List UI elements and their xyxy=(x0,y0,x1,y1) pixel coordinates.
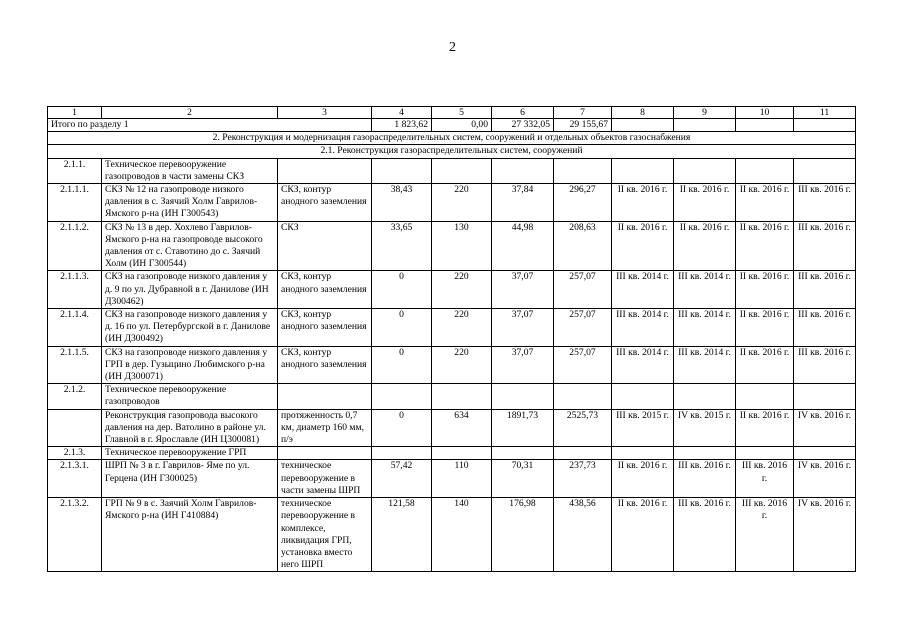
object-description xyxy=(278,158,372,183)
column-number: 6 xyxy=(492,107,554,119)
value-cell: 0 xyxy=(372,309,432,347)
value-cell: 37,84 xyxy=(492,184,554,222)
period-cell: III кв. 2016 г. xyxy=(736,498,794,572)
column-number: 5 xyxy=(432,107,492,119)
table-row xyxy=(48,384,856,409)
object-name: СКЗ № 12 на газопроводе низкого давления в с. Заячий Холм Гаврилов-Ямского р-на (ИН Г300543) xyxy=(102,184,278,222)
subsection-title: 2.1. Реконструкция газораспределительных систем, сооружений xyxy=(48,145,856,158)
row-number: 2.1.2. xyxy=(48,384,102,409)
table-row xyxy=(48,184,856,222)
period-cell: II кв. 2016 г. xyxy=(612,460,674,498)
value-cell: 237,73 xyxy=(554,460,612,498)
period-cell: III кв. 2016 г. xyxy=(794,221,856,271)
investment-table xyxy=(47,106,856,572)
table-row xyxy=(48,271,856,309)
value-cell xyxy=(492,158,554,183)
object-name: СКЗ на газопроводе низкого давления у д. 16 по ул. Петербургской в г. Данилове (ИН Д300492) xyxy=(102,309,278,347)
object-name: Техническое перевооружение газопроводов xyxy=(102,384,278,409)
value-cell: 130 xyxy=(432,221,492,271)
period-cell: IV кв. 2016 г. xyxy=(794,409,856,447)
value-cell: 0 xyxy=(372,346,432,384)
period-cell: III кв. 2014 г. xyxy=(674,346,736,384)
period-cell: III кв. 2014 г. xyxy=(674,309,736,347)
value-cell: 57,42 xyxy=(372,460,432,498)
row-number: 2.1.1.1. xyxy=(48,184,102,222)
row-number: 2.1.1.2. xyxy=(48,221,102,271)
period-cell xyxy=(612,384,674,409)
value-cell: 37,07 xyxy=(492,309,554,347)
value-cell: 121,58 xyxy=(372,498,432,572)
row-number: 2.1.1.3. xyxy=(48,271,102,309)
period-cell: III кв. 2016 г. xyxy=(674,460,736,498)
table-row xyxy=(48,309,856,347)
period-cell: III кв. 2014 г. xyxy=(674,271,736,309)
value-cell: 176,98 xyxy=(492,498,554,572)
period-cell: IV кв. 2015 г. xyxy=(674,409,736,447)
total-value: 1 823,62 xyxy=(372,119,432,132)
period-cell: III кв. 2014 г. xyxy=(612,271,674,309)
value-cell xyxy=(432,447,492,460)
value-cell xyxy=(372,158,432,183)
period-cell: IV кв. 2016 г. xyxy=(794,498,856,572)
value-cell: 38,43 xyxy=(372,184,432,222)
period-cell: II кв. 2016 г. xyxy=(736,309,794,347)
object-name: Техническое перевооружение газопроводов в части замены СКЗ xyxy=(102,158,278,183)
value-cell xyxy=(492,447,554,460)
value-cell: 220 xyxy=(432,346,492,384)
period-cell xyxy=(736,447,794,460)
value-cell: 438,56 xyxy=(554,498,612,572)
row-number: 2.1.3.1. xyxy=(48,460,102,498)
period-cell: II кв. 2016 г. xyxy=(736,346,794,384)
period-cell: II кв. 2016 г. xyxy=(612,498,674,572)
value-cell: 220 xyxy=(432,271,492,309)
object-name: СКЗ на газопроводе низкого давления у д. 9 по ул. Дубравной в г. Данилове (ИН Д300462) xyxy=(102,271,278,309)
object-description: СКЗ, контур анодного заземления xyxy=(278,184,372,222)
value-cell xyxy=(492,384,554,409)
value-cell: 634 xyxy=(432,409,492,447)
period-cell xyxy=(674,158,736,183)
period-cell: III кв. 2014 г. xyxy=(612,346,674,384)
value-cell: 220 xyxy=(432,184,492,222)
value-cell: 0 xyxy=(372,409,432,447)
total-value: 0,00 xyxy=(432,119,492,132)
object-description xyxy=(278,384,372,409)
period-cell: II кв. 2016 г. xyxy=(674,184,736,222)
table-row xyxy=(48,460,856,498)
object-name: СКЗ на газопроводе низкого давления у ГРП в дер. Гузыцино Любимского р-на (ИН Д300071) xyxy=(102,346,278,384)
value-cell xyxy=(554,447,612,460)
row-number xyxy=(48,409,102,447)
period-cell xyxy=(736,384,794,409)
value-cell: 140 xyxy=(432,498,492,572)
value-cell: 2525,73 xyxy=(554,409,612,447)
period-cell xyxy=(612,447,674,460)
total-value: 27 332,05 xyxy=(492,119,554,132)
period-cell xyxy=(674,447,736,460)
total-label: Итого по разделу 1 xyxy=(48,119,372,132)
period-cell: III кв. 2015 г. xyxy=(612,409,674,447)
column-number-row xyxy=(48,107,856,119)
page-number: 2 xyxy=(449,40,456,55)
object-description: СКЗ, контур анодного заземления xyxy=(278,271,372,309)
object-description: техническое перевооружение в части замены ШРП xyxy=(278,460,372,498)
object-name: Техническое перевооружение ГРП xyxy=(102,447,278,460)
object-description: протяженность 0,7 км, диаметр 160 мм, п/э xyxy=(278,409,372,447)
table-row xyxy=(48,221,856,271)
column-number: 9 xyxy=(674,107,736,119)
value-cell: 33,65 xyxy=(372,221,432,271)
value-cell: 37,07 xyxy=(492,271,554,309)
section-title: 2. Реконструкция и модернизация газораспределительных систем, сооружений и отдельных объектов газоснабжения xyxy=(48,132,856,145)
column-number: 4 xyxy=(372,107,432,119)
table-row xyxy=(48,447,856,460)
value-cell xyxy=(554,158,612,183)
value-cell: 257,07 xyxy=(554,346,612,384)
period-cell xyxy=(794,158,856,183)
period-cell: II кв. 2016 г. xyxy=(612,221,674,271)
period-cell: III кв. 2016 г. xyxy=(794,309,856,347)
period-cell: IV кв. 2016 г. xyxy=(794,460,856,498)
period-cell: II кв. 2016 г. xyxy=(674,221,736,271)
object-description: техническое перевооружение в комплексе, ликвидация ГРП, установка вместо него ШРП xyxy=(278,498,372,572)
row-number: 2.1.3. xyxy=(48,447,102,460)
period-cell: II кв. 2016 г. xyxy=(736,271,794,309)
table-row xyxy=(48,346,856,384)
value-cell: 257,07 xyxy=(554,271,612,309)
period-cell: III кв. 2016 г. xyxy=(794,271,856,309)
object-name: ШРП № 3 в г. Гаврилов- Яме по ул. Герцена (ИН Г300025) xyxy=(102,460,278,498)
value-cell xyxy=(432,158,492,183)
value-cell: 110 xyxy=(432,460,492,498)
row-number: 2.1.1. xyxy=(48,158,102,183)
row-number: 2.1.3.2. xyxy=(48,498,102,572)
row-number: 2.1.1.4. xyxy=(48,309,102,347)
subsection-title-row xyxy=(48,145,856,158)
table-row xyxy=(48,158,856,183)
value-cell: 37,07 xyxy=(492,346,554,384)
value-cell: 220 xyxy=(432,309,492,347)
period-cell: III кв. 2014 г. xyxy=(612,309,674,347)
row-number: 2.1.1.5. xyxy=(48,346,102,384)
total-row xyxy=(48,119,856,132)
table-row xyxy=(48,498,856,572)
table-row xyxy=(48,409,856,447)
object-description: СКЗ xyxy=(278,221,372,271)
column-number: 3 xyxy=(278,107,372,119)
value-cell: 70,31 xyxy=(492,460,554,498)
period-cell: III кв. 2016 г. xyxy=(794,184,856,222)
object-name: СКЗ № 13 в дер. Хохлево Гаврилов-Ямского р-на на газопроводе высокого давления от с. Ставотино до с. Заячий Холм (ИН Г300544) xyxy=(102,221,278,271)
column-number: 8 xyxy=(612,107,674,119)
value-cell: 208,63 xyxy=(554,221,612,271)
period-cell xyxy=(736,158,794,183)
value-cell: 0 xyxy=(372,271,432,309)
period-cell: III кв. 2016 г. xyxy=(794,346,856,384)
value-cell xyxy=(372,384,432,409)
period-cell: III кв. 2016 г. xyxy=(736,460,794,498)
period-cell xyxy=(794,447,856,460)
period-cell xyxy=(674,384,736,409)
period-cell: II кв. 2016 г. xyxy=(736,221,794,271)
period-cell xyxy=(794,384,856,409)
column-number: 1 xyxy=(48,107,102,119)
column-number: 10 xyxy=(736,107,794,119)
column-number: 11 xyxy=(794,107,856,119)
object-description: СКЗ, контур анодного заземления xyxy=(278,346,372,384)
value-cell xyxy=(432,384,492,409)
value-cell xyxy=(554,384,612,409)
value-cell: 44,98 xyxy=(492,221,554,271)
period-cell: III кв. 2016 г. xyxy=(674,498,736,572)
value-cell: 296,27 xyxy=(554,184,612,222)
period-cell: II кв. 2016 г. xyxy=(612,184,674,222)
value-cell xyxy=(372,447,432,460)
value-cell: 257,07 xyxy=(554,309,612,347)
object-description xyxy=(278,447,372,460)
section-title-row xyxy=(48,132,856,145)
object-name: ГРП № 9 в с. Заячий Холм Гаврилов-Ямского р-на (ИН Г410884) xyxy=(102,498,278,572)
period-cell xyxy=(612,158,674,183)
object-description: СКЗ, контур анодного заземления xyxy=(278,309,372,347)
period-cell: II кв. 2016 г. xyxy=(736,409,794,447)
total-value: 29 155,67 xyxy=(554,119,612,132)
value-cell: 1891,73 xyxy=(492,409,554,447)
period-cell: II кв. 2016 г. xyxy=(736,184,794,222)
column-number: 2 xyxy=(102,107,278,119)
column-number: 7 xyxy=(554,107,612,119)
object-name: Реконструкция газопровода высокого давления на дер. Ватолино в районе ул. Главной в г. Ярославле (ИН Ц300081) xyxy=(102,409,278,447)
